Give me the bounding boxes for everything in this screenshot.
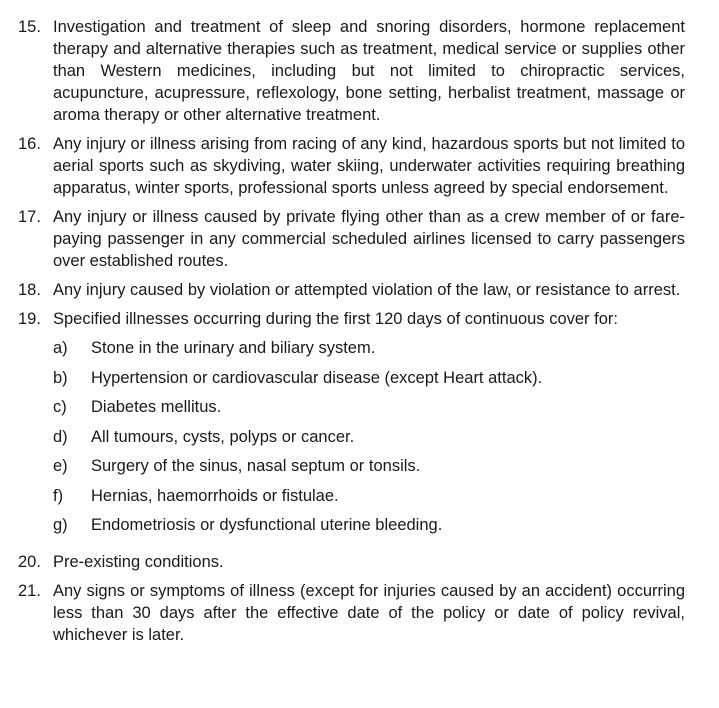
sub-item-text: All tumours, cysts, polyps or cancer. bbox=[91, 427, 355, 446]
sub-item-d bbox=[53, 426, 685, 448]
sub-item-text: Hernias, haemorrhoids or fistulae. bbox=[91, 486, 339, 505]
item-number: 20. bbox=[18, 552, 41, 571]
sub-item-letter: e) bbox=[53, 457, 68, 475]
exclusion-item-15 bbox=[18, 16, 685, 126]
exclusion-item-21 bbox=[18, 580, 685, 646]
item-body bbox=[53, 308, 685, 544]
exclusion-item-19 bbox=[18, 308, 685, 544]
item-number: 19. bbox=[18, 310, 41, 328]
sub-item-letter: f) bbox=[53, 486, 64, 505]
item-text: Specified illnesses occurring during the first 120 days of continuous cover for: bbox=[53, 310, 618, 328]
exclusion-item-18 bbox=[18, 279, 685, 301]
specified-illnesses-list bbox=[53, 337, 685, 536]
sub-item-text: Endometriosis or dysfunctional uterine bleeding. bbox=[91, 516, 443, 534]
item-text: Pre-existing conditions. bbox=[53, 552, 224, 571]
sub-item-text: Stone in the urinary and biliary system. bbox=[91, 339, 376, 357]
sub-item-c bbox=[53, 396, 685, 418]
item-text: Investigation and treatment of sleep and snoring disorders, hormone replacement therapy and alternative therapies such as treatment, medical service or supplies other than Western medicines, including but not limited to chiropractic services, acupuncture, acupressure, reflexology, bone setting, herbalist treatment, massage or aroma therapy or other alternative treatment. bbox=[53, 18, 685, 124]
sub-item-a bbox=[53, 337, 685, 359]
sub-item-text: Diabetes mellitus. bbox=[91, 398, 222, 416]
sub-item-letter: g) bbox=[53, 516, 68, 534]
item-number: 17. bbox=[18, 208, 41, 226]
sub-item-letter: b) bbox=[53, 368, 68, 387]
item-number: 18. bbox=[18, 281, 41, 299]
sub-item-f bbox=[53, 485, 685, 507]
exclusion-item-20 bbox=[18, 551, 685, 573]
sub-item-b bbox=[53, 367, 685, 389]
item-number: 16. bbox=[18, 135, 41, 153]
item-number: 15. bbox=[18, 18, 41, 36]
item-text: Any injury or illness caused by private flying other than as a crew member of or fare-paying passenger in any commercial scheduled airlines licensed to carry passengers over established routes. bbox=[53, 208, 685, 270]
sub-item-text: Hypertension or cardiovascular disease (except Heart attack). bbox=[91, 368, 543, 387]
sub-item-g bbox=[53, 514, 685, 536]
exclusion-item-16 bbox=[18, 133, 685, 199]
sub-item-letter: c) bbox=[53, 398, 67, 416]
sub-item-e bbox=[53, 455, 685, 477]
sub-item-letter: d) bbox=[53, 427, 68, 446]
exclusion-item-17 bbox=[18, 206, 685, 272]
sub-item-letter: a) bbox=[53, 339, 68, 357]
item-number: 21. bbox=[18, 581, 41, 600]
item-text: Any injury or illness arising from racing of any kind, hazardous sports but not limited to aerial sports such as skydiving, water skiing, underwater activities requiring breathing apparatus, winter sports, professional sports unless agreed by special endorsement. bbox=[53, 135, 685, 197]
item-text: Any injury caused by violation or attempted violation of the law, or resistance to arrest. bbox=[53, 281, 681, 299]
sub-item-text: Surgery of the sinus, nasal septum or tonsils. bbox=[91, 457, 421, 475]
item-text: Any signs or symptoms of illness (except for injuries caused by an accident) occurring less than 30 days after the effective date of the policy or date of policy revival, whichever is later. bbox=[53, 581, 685, 644]
